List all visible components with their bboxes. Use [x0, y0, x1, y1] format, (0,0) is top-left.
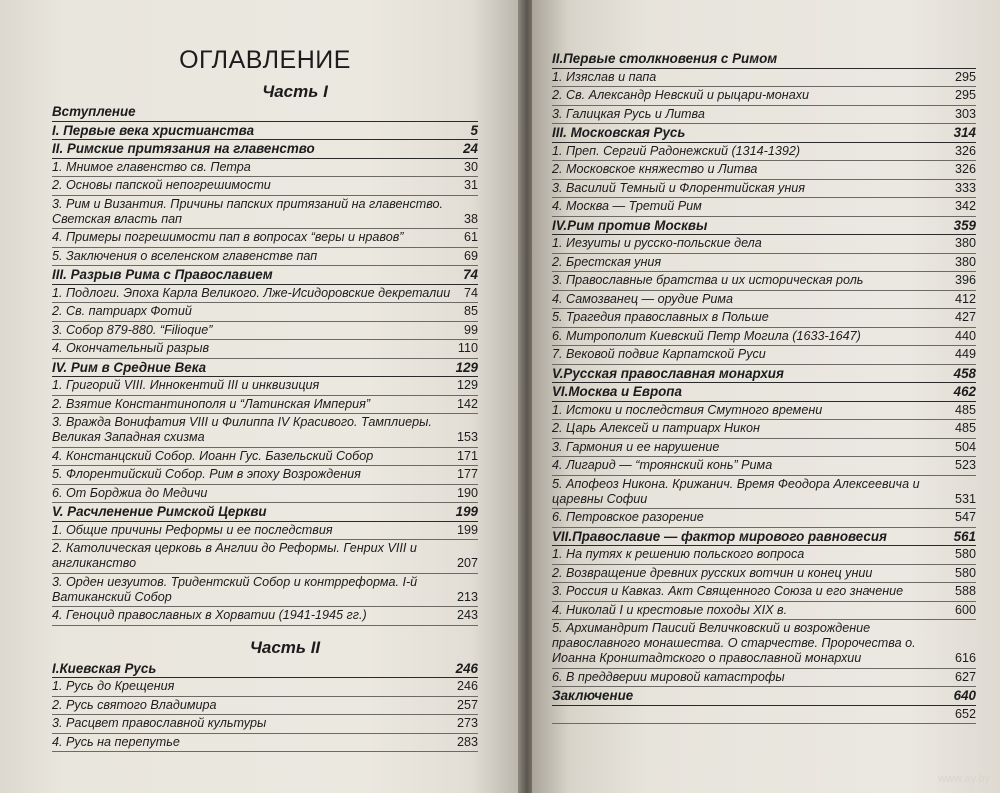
- toc-entry-title: 1. Подлоги. Эпоха Карла Великого. Лже-Исидоровские декреталии: [52, 285, 451, 300]
- toc-entry-page: 485: [954, 421, 976, 436]
- toc-entry: [552, 346, 976, 365]
- toc-entry: [52, 396, 478, 415]
- toc-entry-title: 4. Примеры погрешимости пап в вопросах “веры и нравов”: [52, 230, 404, 245]
- toc-entry: [552, 602, 976, 621]
- toc-entry-page: 99: [463, 322, 478, 337]
- toc-entry-page: 580: [954, 565, 976, 580]
- toc-title: ОГЛАВЛЕНИЕ: [179, 46, 351, 74]
- toc-entry-title: 5. Флорентийский Собор. Рим в эпоху Возрождения: [52, 467, 361, 482]
- toc-entry-title: 6. От Борджиа до Медичи: [52, 485, 208, 500]
- toc-entry-page: 283: [456, 734, 478, 749]
- toc-entry-page: 326: [954, 143, 976, 158]
- toc-entry-title: Вступление: [52, 104, 136, 120]
- toc-entry: [52, 678, 478, 697]
- toc-entry-title: 6. Митрополит Киевский Петр Могила (1633-1647): [552, 328, 861, 343]
- toc-entry-page: 295: [954, 69, 976, 84]
- toc-section-heading: [52, 503, 478, 522]
- toc-entry-page: 171: [456, 448, 478, 463]
- toc-entry-title: 1. Преп. Сергий Радонежский (1314-1392): [552, 143, 801, 158]
- toc-entry-title: III. Разрыв Рима с Православием: [52, 267, 273, 283]
- toc-entry-page: 295: [954, 88, 976, 103]
- toc-entry-title: Заключение: [552, 688, 634, 704]
- toc-entry-page: 153: [456, 430, 478, 445]
- toc-entry: [52, 340, 478, 359]
- toc-entry-page: 652: [954, 706, 976, 721]
- toc-entry-title: 2. Брестская уния: [552, 254, 662, 269]
- toc-entry-title: 5. Апофеоз Никона. Крижанич. Время Феодора Алексеевича и царевны Софии: [552, 476, 920, 506]
- toc-entry-title: 5. Трагедия православных в Польше: [552, 310, 769, 325]
- toc-entry-page: 412: [954, 291, 976, 306]
- toc-entry-title: IV.Рим против Москвы: [552, 217, 708, 233]
- toc-entry-page: 199: [455, 504, 478, 520]
- toc-entry-page: 246: [456, 679, 478, 694]
- toc-entry-title: 1. На путях к решению польского вопроса: [552, 547, 805, 562]
- toc-entry-title: 3. Россия и Кавказ. Акт Священного Союза и его значение: [552, 584, 904, 599]
- toc-entry-page: 359: [953, 217, 976, 233]
- toc-entry-title: 2. Возвращение древних русских вотчин и конец унии: [552, 565, 873, 580]
- toc-entry: [52, 377, 478, 396]
- toc-entry-page: 273: [456, 716, 478, 731]
- toc-section-heading: [552, 528, 976, 547]
- toc-entry: [52, 448, 478, 467]
- right-entries: [552, 50, 976, 724]
- toc-entry-page: 314: [953, 125, 976, 141]
- toc-entry: [552, 457, 976, 476]
- toc-entry-title: 4. Геноцид православных в Хорватии (1941-1945 гг.): [52, 608, 367, 623]
- toc-section-heading: [552, 383, 976, 402]
- toc-entry-title: 1. Изяслав и папа: [552, 69, 657, 84]
- toc-entry: [552, 198, 976, 217]
- toc-entry: [552, 69, 976, 88]
- toc-entry: [52, 159, 478, 178]
- toc-entry-page: 246: [455, 660, 478, 676]
- toc-entry-page: 24: [463, 141, 478, 157]
- toc-entry-page: 616: [954, 651, 976, 666]
- toc-entry-title: 3. Вражда Вонифатия VIII и Филиппа IV Красивого. Тамплиеры. Великая Западная схизма: [52, 415, 432, 445]
- toc-entry-title: V.Русская православная монархия: [552, 365, 784, 381]
- toc-entry-title: V. Расчленение Римской Церкви: [52, 504, 267, 520]
- part-two-entries: [52, 660, 478, 753]
- toc-entry: [52, 466, 478, 485]
- toc-entry: [52, 248, 478, 267]
- toc-entry: [552, 620, 976, 669]
- toc-section-heading: [52, 359, 478, 378]
- toc-entry: [52, 303, 478, 322]
- toc-entry-page: 129: [456, 378, 478, 393]
- toc-entry: [552, 254, 976, 273]
- toc-entry-title: 7. Вековой подвиг Карпатской Руси: [552, 347, 766, 362]
- toc-entry-title: 6. Петровское разорение: [552, 510, 704, 525]
- toc-entry-page: 396: [954, 273, 976, 288]
- toc-entry-title: 3. Расцвет православной культуры: [52, 716, 267, 731]
- toc-entry: [52, 734, 478, 753]
- toc-section-heading: [52, 660, 478, 679]
- toc-entry-title: IV. Рим в Средние Века: [52, 359, 207, 375]
- toc-entry: [552, 143, 976, 162]
- toc-entry-title: 2. Св. Александр Невский и рыцари-монахи: [552, 88, 810, 103]
- toc-entry: [552, 706, 976, 725]
- toc-entry-page: 342: [954, 199, 976, 214]
- toc-entry-title: 1. Общие причины Реформы и ее последствия: [52, 522, 333, 537]
- toc-entry: [52, 414, 478, 448]
- toc-section-heading: [52, 103, 478, 122]
- toc-entry-title: 5. Архимандрит Паисий Величковский и возрождение православного монашества. О старчестве. Пророчества о. Иоанна Кронштадтского о православной монархии: [552, 621, 916, 666]
- toc-entry-title: 3. Гармония и ее нарушение: [552, 439, 720, 454]
- toc-entry-page: 462: [953, 384, 976, 400]
- part-one-title: Часть I: [262, 82, 328, 101]
- toc-entry-title: I. Первые века христианства: [52, 122, 255, 138]
- toc-entry-title: 2. Взятие Константинополя и “Латинская Империя”: [52, 396, 371, 411]
- toc-entry-page: 85: [463, 304, 478, 319]
- toc-entry: [52, 574, 478, 608]
- toc-entry-title: 3. Рим и Византия. Причины папских притязаний на главенство. Светская власть пап: [52, 196, 444, 226]
- toc-entry: [552, 439, 976, 458]
- toc-entry-title: I.Киевская Русь: [52, 660, 157, 676]
- toc-entry-title: VII.Православие — фактор мирового равновесия: [552, 528, 887, 544]
- left-column: [52, 0, 478, 752]
- toc-entry: [52, 196, 478, 230]
- toc-entry: [552, 509, 976, 528]
- watermark: www.ay.by: [938, 773, 990, 785]
- toc-entry: [552, 235, 976, 254]
- toc-entry-page: 190: [456, 485, 478, 500]
- toc-entry-title: 3. Василий Темный и Флорентийская уния: [552, 180, 805, 195]
- toc-entry-title: 2. Русь святого Владимира: [52, 697, 217, 712]
- toc-entry-page: 485: [954, 402, 976, 417]
- right-page: [532, 0, 1000, 793]
- toc-entry-title: 2. Св. патриарх Фотий: [52, 304, 192, 319]
- toc-entry-page: 74: [463, 267, 478, 283]
- toc-entry-title: 4. Москва — Третий Рим: [552, 199, 702, 214]
- toc-entry: [52, 607, 478, 626]
- toc-entry-title: 1. Иезуиты и русско-польские дела: [552, 236, 762, 251]
- toc-entry: [552, 476, 976, 510]
- toc-section-heading: [52, 140, 478, 159]
- toc-entry-title: 3. Собор 879-880. “Filioque”: [52, 322, 213, 337]
- toc-entry-title: 5. Заключения о вселенском главенстве пап: [52, 248, 318, 263]
- toc-entry-page: 380: [954, 236, 976, 251]
- toc-entry-title: II. Римские притязания на главенство: [52, 141, 315, 157]
- toc-entry: [552, 309, 976, 328]
- toc-entry-page: 207: [456, 556, 478, 571]
- toc-entry-page: 31: [463, 178, 478, 193]
- toc-section-heading: [552, 365, 976, 384]
- toc-entry-title: II.Первые столкновения с Римом: [552, 51, 778, 67]
- toc-entry: [552, 583, 976, 602]
- toc-entry-title: 4. Окончательный разрыв: [52, 341, 210, 356]
- toc-entry: [552, 87, 976, 106]
- toc-entry: [52, 522, 478, 541]
- toc-entry-page: 427: [954, 310, 976, 325]
- toc-entry-page: 30: [463, 159, 478, 174]
- toc-entry-page: 243: [456, 608, 478, 623]
- toc-section-heading: [552, 217, 976, 236]
- toc-entry-page: 213: [456, 589, 478, 604]
- toc-section-heading: [52, 122, 478, 141]
- toc-entry-page: 627: [954, 669, 976, 684]
- toc-entry-page: 69: [463, 248, 478, 263]
- toc-section-heading: [552, 124, 976, 143]
- toc-entry-page: 640: [953, 688, 976, 704]
- toc-entry: [552, 565, 976, 584]
- toc-entry-title: 4. Николай I и крестовые походы XIX в.: [552, 602, 788, 617]
- toc-entry-page: 142: [456, 396, 478, 411]
- toc-entry: [552, 161, 976, 180]
- toc-entry-page: 38: [463, 211, 478, 226]
- toc-entry-page: 588: [954, 584, 976, 599]
- toc-entry-title: III. Московская Русь: [552, 125, 686, 141]
- toc-entry-page: 110: [457, 341, 478, 356]
- toc-entry-title: 3. Галицкая Русь и Литва: [552, 106, 705, 121]
- toc-entry-page: 380: [954, 254, 976, 269]
- toc-entry-title: 2. Московское княжество и Литва: [552, 162, 758, 177]
- part-one-entries: [52, 103, 478, 626]
- toc-entry-title: 2. Основы папской непогрешимости: [52, 178, 271, 193]
- toc-entry: [52, 540, 478, 574]
- toc-entry-title: 1. Русь до Крещения: [52, 679, 175, 694]
- toc-entry-page: 61: [463, 230, 478, 245]
- toc-entry: [552, 328, 976, 347]
- toc-entry: [552, 420, 976, 439]
- toc-entry-title: 1. Григорий VIII. Иннокентий III и инквизиция: [52, 378, 320, 393]
- toc-entry-title: VI.Москва и Европа: [552, 384, 682, 400]
- toc-entry: [52, 285, 478, 304]
- toc-section-heading: [552, 50, 976, 69]
- toc-entry-title: 3. Православные братства и их историческая роль: [552, 273, 864, 288]
- toc-entry-title: 4. Самозванец — орудие Рима: [552, 291, 734, 306]
- toc-entry-page: 333: [954, 180, 976, 195]
- toc-entry-title: 1. Мнимое главенство св. Петра: [52, 159, 251, 174]
- toc-entry: [52, 715, 478, 734]
- toc-entry: [52, 697, 478, 716]
- toc-entry-page: 504: [954, 439, 976, 454]
- toc-entry-title: 4. Русь на перепутье: [52, 734, 180, 749]
- toc-entry-page: 458: [953, 365, 976, 381]
- toc-entry: [552, 546, 976, 565]
- toc-entry-page: 257: [456, 697, 478, 712]
- toc-entry-page: 129: [455, 359, 478, 375]
- toc-entry-title: 6. В преддверии мировой катастрофы: [552, 669, 785, 684]
- toc-entry-page: 303: [954, 106, 976, 121]
- toc-entry-page: 5: [470, 122, 478, 138]
- toc-entry-title: 1. Истоки и последствия Смутного времени: [552, 402, 823, 417]
- right-column: [552, 0, 976, 724]
- toc-entry: [52, 485, 478, 504]
- toc-entry-page: 74: [463, 285, 478, 300]
- toc-entry-page: 523: [954, 458, 976, 473]
- toc-entry: [52, 177, 478, 196]
- toc-entry-page: 531: [954, 491, 976, 506]
- toc-entry-page: 547: [954, 510, 976, 525]
- toc-section-heading: [52, 266, 478, 285]
- toc-entry-title: 3. Орден иезуитов. Тридентский Собор и контрреформа. I-й Ватиканский Собор: [52, 574, 418, 604]
- toc-entry-page: 440: [954, 328, 976, 343]
- toc-section-heading: [552, 687, 976, 706]
- toc-entry: [552, 291, 976, 310]
- toc-entry: [52, 229, 478, 248]
- toc-entry: [552, 272, 976, 291]
- part-two-title: Часть II: [249, 637, 321, 657]
- toc-entry-title: 2. Католическая церковь в Англии до Реформы. Генрих VIII и англиканство: [52, 541, 417, 571]
- toc-entry-title: 4. Констанцский Собор. Иоанн Гус. Базельский Собор: [52, 448, 374, 463]
- toc-entry-page: 326: [954, 162, 976, 177]
- toc-entry-page: 449: [954, 347, 976, 362]
- toc-entry-page: 580: [954, 547, 976, 562]
- toc-entry: [552, 402, 976, 421]
- toc-entry: [552, 180, 976, 199]
- toc-entry-title: 4. Лигарид — “троянский конь” Рима: [552, 458, 773, 473]
- toc-entry: [552, 669, 976, 688]
- toc-entry: [52, 322, 478, 341]
- toc-entry-page: 561: [953, 528, 976, 544]
- toc-entry-page: 600: [954, 602, 976, 617]
- toc-entry: [552, 106, 976, 125]
- toc-entry-page: 177: [456, 467, 478, 482]
- toc-entry-page: 199: [456, 522, 478, 537]
- toc-entry-title: 2. Царь Алексей и патриарх Никон: [552, 421, 760, 436]
